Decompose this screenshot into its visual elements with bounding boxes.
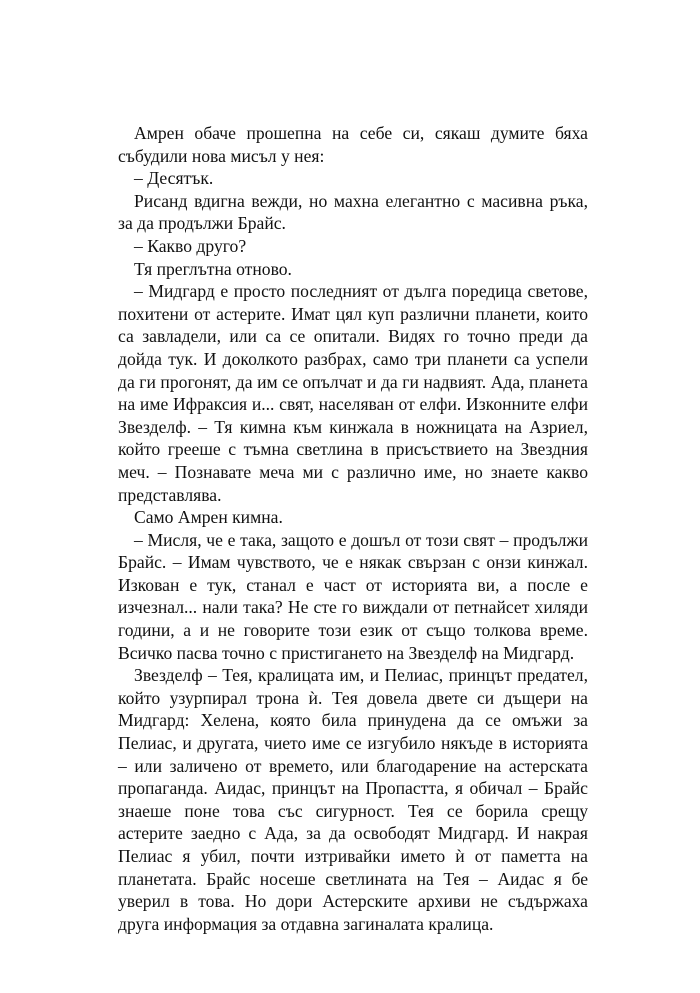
paragraph: – Мисля, че е така, защото е дошъл от този свят – продължи Брайс. – Имам чувството, че е някак свързан с онзи кинжал. Изкован е тук, станал е част от историята ви, а после е изчезнал... нали така? Не сте го виждали от петнайсет хиляди години, а и не говорите този език от също толкова време. Всичко пасва точно с пристигането на Звезделф на Мидгард. (118, 529, 588, 663)
paragraph: – Десятък. (134, 168, 214, 189)
paragraph: – Мидгард е просто последният от дълга поредица светове, похитени от астерите. Имат цял куп различни планети, които са завладели, или са се опитали. Видях го точно преди да дойда тук. И доколкото разбрах, само три планети са успели да ги прогонят, да им се опълчат и да ги надвият. Ада, планета на име Ифраксия и... свят, населяван от елфи. Изконните елфи Звезделф. – Тя кимна към кинжала в ножницата на Азриел, който грееше с тъмна светлина в присъствието на Звездния меч. – Познавате меча ми с различно име, но знаете какво представлява. (118, 281, 588, 505)
paragraph: Амрен обаче прошепна на себе си, сякаш думите бяха събудили нова мисъл у нея: (118, 123, 588, 166)
paragraph: Тя преглътна отново. (134, 258, 292, 279)
paragraph: Рисанд вдигна вежди, но махна елегантно с масивна ръка, за да продължи Брайс. (118, 190, 588, 234)
body-text (118, 122, 588, 935)
paragraph: Звезделф – Тея, кралицата им, и Пелиас, принцът предател, който узурпирал трона ѝ. Тея довела двете си дъщери на Мидгард: Хелена, която била принудена да се омъжи за Пелиас, и другата, чието име се изгубило някъде в историята – или заличено от времето, или благодарение на астерската пропаганда. Аидас, принцът на Пропастта, я обичал – Брайс знаеше поне това със сигурност. Тея се борила срещу астерите заедно с Ада, за да освободят Мидгард. И накрая Пелиас я убил, почти изтривайки името ѝ от паметта на планетата. Брайс носеше светлината на Тея – Аидас я бе уверил в това. Но дори Астерските архиви не съдържаха друга информация за отдавна загиналата кралица. (118, 665, 588, 934)
paragraph: Само Амрен кимна. (134, 507, 283, 528)
paragraph: – Какво друго? (134, 235, 247, 256)
